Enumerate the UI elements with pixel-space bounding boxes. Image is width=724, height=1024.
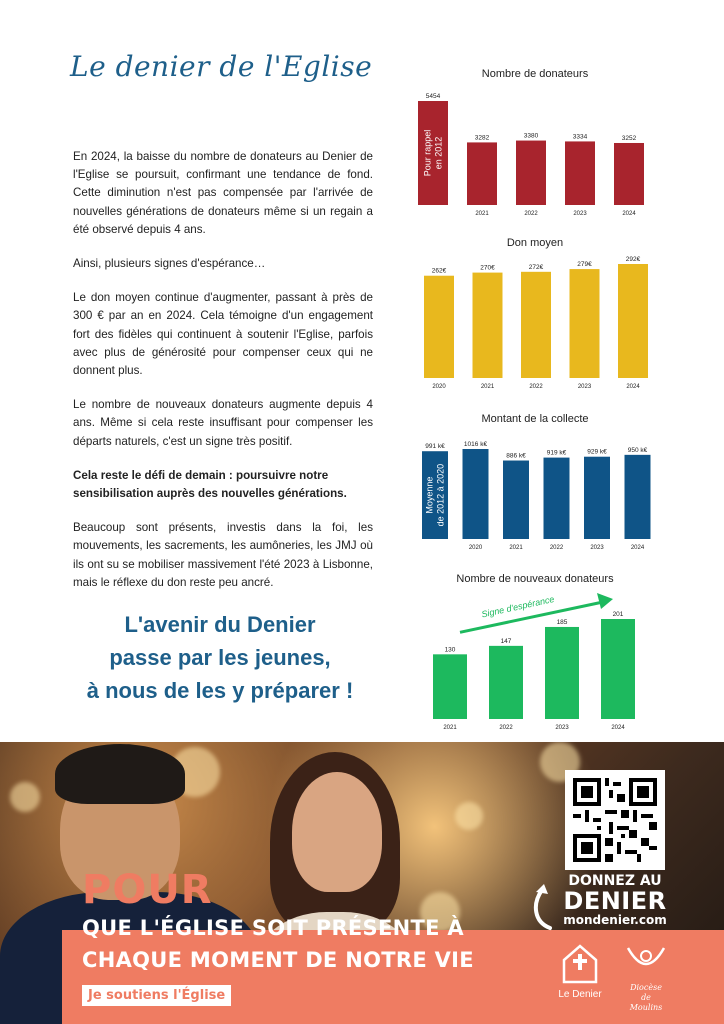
soutiens-tag: Je soutiens l'Église [82, 985, 231, 1006]
church-icon [558, 940, 602, 984]
data-label: 270€ [480, 264, 495, 272]
quote-line: L'avenir du Denier [124, 612, 316, 637]
logo-caption: Moulins [629, 1003, 663, 1012]
logo-caption: Le Denier [558, 989, 602, 1000]
data-label: 929 k€ [587, 448, 607, 456]
data-label: 3334 [572, 133, 588, 141]
paragraph: Beaucoup sont présents, investis dans la foi, les mouvements, les sacrements, les aumôneries, les JMJ où ils ont su se mobiliser massivement l'été 2023 à Lisbonne, mais le réflexe du don reste peu ancré. [73, 521, 373, 589]
inside-bar-label: Moyenne [424, 476, 435, 514]
inside-bar-label: Pour rappel [422, 129, 433, 177]
curved-arrow-icon [530, 882, 558, 932]
tick-label: 2021 [509, 545, 523, 551]
article-body [73, 148, 373, 608]
paragraph: En 2024, la baisse du nombre de donateurs au Denier de l'Eglise se poursuit, confirmant une tendance de fond. Cette diminution n'est pas compensée par l'arrivée de nouvelles générations de donateurs même si un regain a été observé depuis 4 ans. [73, 150, 373, 236]
qr-code-icon [573, 778, 657, 862]
chart-title-don-moyen: Don moyen [506, 237, 564, 249]
bar [584, 457, 610, 539]
paragraph-emphasis: Cela reste le défi de demain : poursuivre notre sensibilisation auprès des nouvelles générations. [73, 468, 347, 501]
logo-caption: de [641, 993, 651, 1002]
photo-woman [292, 772, 382, 892]
data-label: 185 [556, 618, 568, 626]
banner-line: CHAQUE MOMENT DE NOTRE VIE [82, 948, 474, 972]
data-label: 262€ [431, 267, 447, 275]
tick-label: 2022 [524, 211, 538, 217]
photo-man [55, 744, 185, 804]
tick-label: 2021 [480, 384, 495, 390]
bokeh-light [455, 802, 483, 830]
paragraph: Le don moyen continue d'augmenter, passant à près de 300 € par an en 2024. Cela témoigne d'un engagement fort des fidèles qui continuent à soutenir l'Eglise, parfois avec plus de générosité pour compenser ceux qui ne donnent plus. [73, 291, 373, 378]
bar [565, 141, 595, 205]
data-label: 950 k€ [627, 446, 648, 454]
data-label: 3252 [621, 134, 637, 142]
bar [503, 461, 529, 539]
paragraph: Ainsi, plusieurs signes d'espérance… [73, 257, 266, 271]
data-label: 147 [500, 637, 512, 645]
tick-label: 2020 [432, 384, 446, 390]
qr-code[interactable] [565, 770, 665, 870]
bar [614, 143, 644, 205]
chart-title-nouveaux: Nombre de nouveaux donateurs [456, 573, 614, 585]
banner-line: QUE L'ÉGLISE SOIT PRÉSENTE À [82, 916, 464, 940]
hope-quote [55, 608, 385, 707]
data-label: 991 k€ [425, 443, 445, 451]
donnez-au-denier[interactable] [555, 874, 675, 927]
page-title: Le denier de l'Eglise [70, 50, 373, 83]
bar [489, 646, 523, 719]
data-label: 5454 [425, 93, 441, 100]
bar [521, 272, 551, 378]
chart-title-collecte: Montant de la collecte [481, 413, 589, 425]
diocese-emblem-icon [624, 944, 668, 978]
tick-label: 2022 [529, 384, 543, 390]
tick-label: 2020 [468, 545, 483, 551]
tick-label: 2022 [499, 725, 513, 731]
tick-label: 2023 [573, 211, 587, 217]
donnez-line: DONNEZ AU [568, 873, 662, 889]
data-label: 279€ [577, 261, 592, 269]
bar [467, 142, 497, 205]
bar [473, 273, 503, 378]
data-label: 919 k€ [546, 449, 567, 457]
chart-donateurs [410, 85, 660, 220]
bar [516, 141, 546, 205]
data-label: 886 k€ [506, 452, 526, 460]
tick-label: 2021 [443, 725, 457, 731]
data-label: 201 [612, 611, 624, 618]
tick-label: 2024 [630, 545, 645, 551]
tick-label: 2023 [590, 545, 604, 551]
bar [463, 449, 489, 539]
chart-nouveaux [410, 590, 660, 735]
data-label: 130 [444, 646, 456, 654]
bar [433, 654, 467, 719]
tick-label: 2023 [555, 725, 569, 731]
website-link[interactable]: mondenier.com [563, 913, 667, 927]
data-label: 3380 [523, 132, 539, 140]
donnez-line: DENIER [563, 887, 667, 915]
bar [545, 627, 579, 719]
chart-title-donateurs: Nombre de donateurs [481, 68, 589, 80]
banner-pour: POUR [82, 867, 213, 913]
data-label: 272€ [528, 263, 544, 271]
tick-label: 2024 [622, 211, 636, 217]
tick-label: 2024 [611, 725, 625, 731]
diocese-logo [616, 944, 676, 1013]
le-denier-logo [552, 940, 608, 1000]
quote-line: passe par les jeunes, [109, 645, 331, 670]
quote-line: à nous de les y préparer ! [86, 678, 354, 703]
bokeh-light [10, 782, 40, 812]
data-label: 3282 [474, 134, 490, 142]
data-label: 292€ [625, 256, 641, 263]
bar [424, 276, 454, 378]
bar [625, 455, 651, 539]
chart-don-moyen [410, 255, 660, 395]
logo-caption: Diocèse [630, 983, 662, 992]
trend-arrow-head [597, 593, 613, 609]
chart-collecte [410, 435, 660, 555]
tick-label: 2022 [549, 545, 564, 551]
bar [601, 619, 635, 719]
inside-bar-label: en 2012 [433, 136, 444, 170]
promo-banner [0, 742, 724, 1024]
tick-label: 2021 [475, 211, 489, 217]
bar [618, 264, 648, 378]
tick-label: 2023 [577, 384, 592, 390]
inside-bar-label: de 2012 à 2020 [435, 463, 446, 527]
bar [570, 269, 600, 378]
tick-label: 2024 [626, 384, 640, 390]
data-label: 1016 k€ [463, 441, 488, 448]
annotation: Signe d'espérance [480, 593, 556, 620]
bar [544, 458, 570, 539]
paragraph: Le nombre de nouveaux donateurs augmente depuis 4 ans. Même si cela reste insuffisant pour compenser les départs naturels, c'est un signe très positif. [73, 398, 373, 448]
